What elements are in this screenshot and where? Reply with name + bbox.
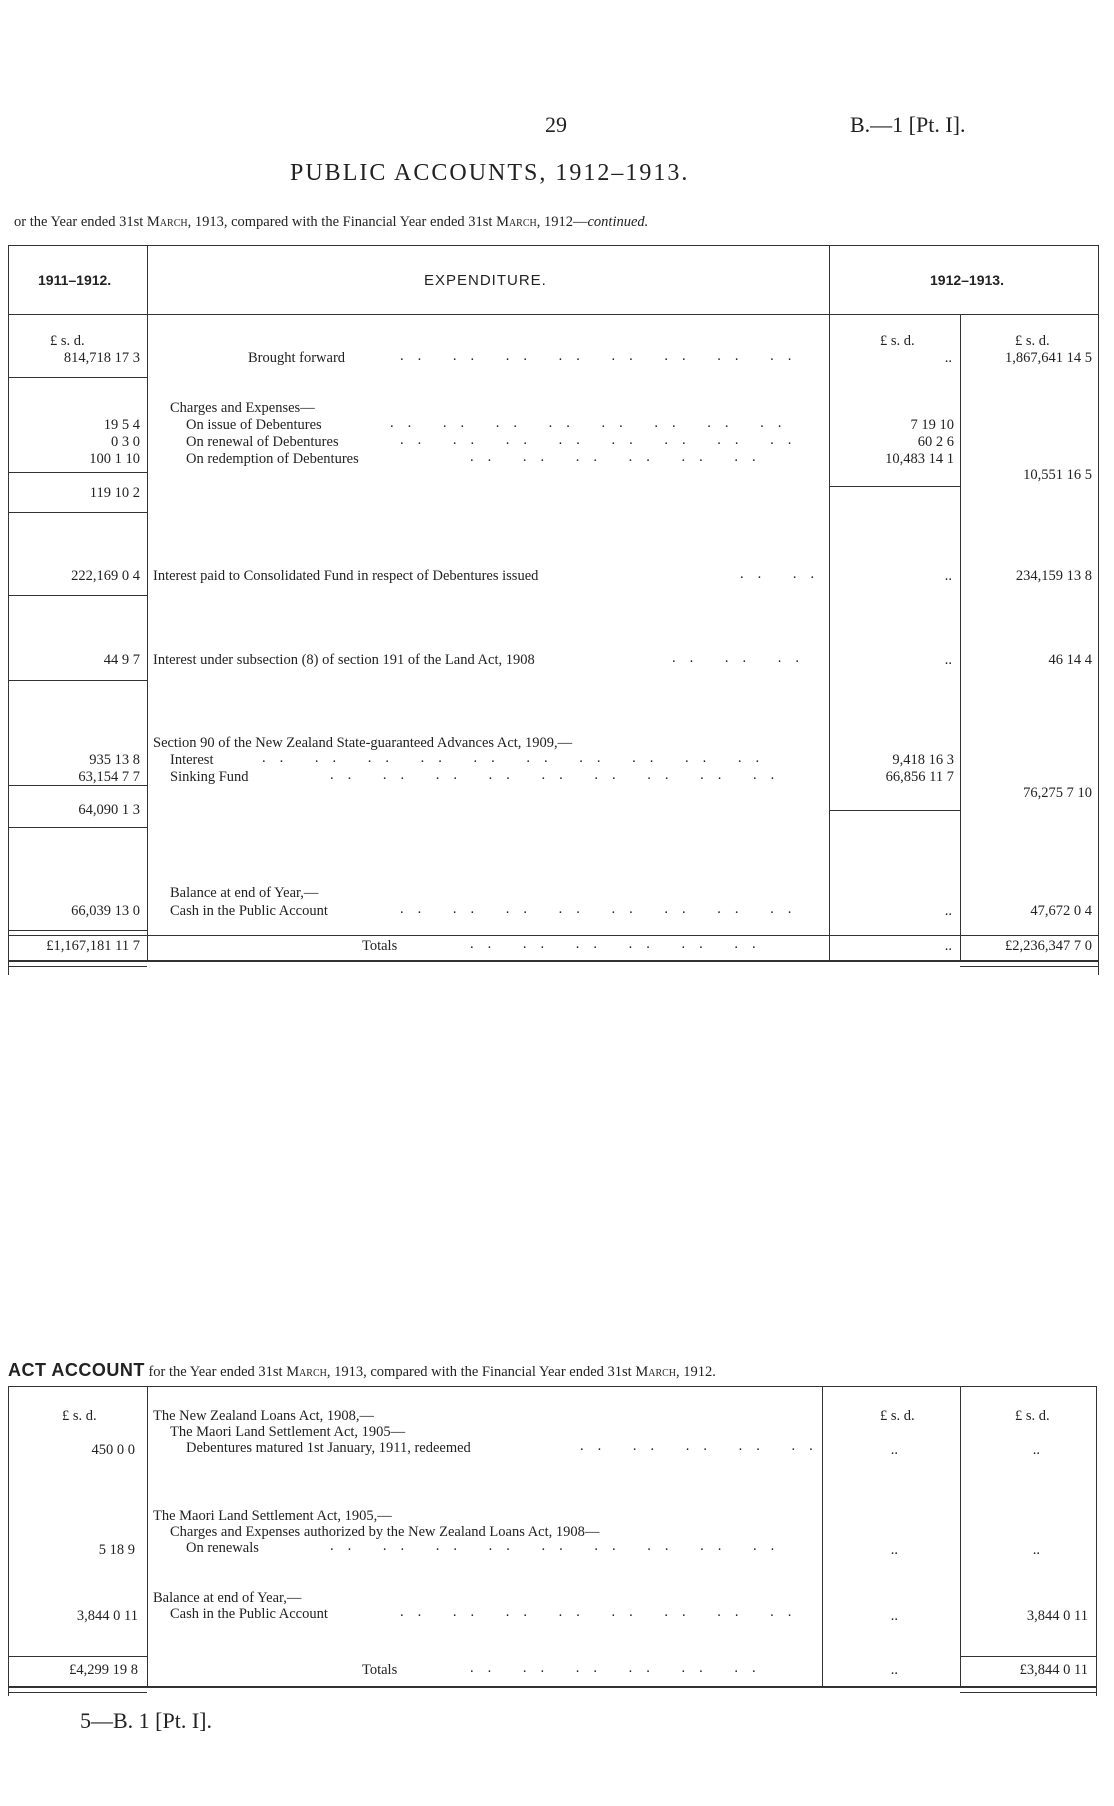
interest-land-prev: 44 9 7: [103, 652, 140, 668]
t2-maori-prev: 5 18 9: [98, 1542, 135, 1558]
section90-sinking-cur: 66,856 11 7: [885, 769, 954, 785]
charges-prev-subtotal: 119 10 2: [89, 485, 140, 501]
t2-maori-line2: Charges and Expenses authorized by the New Zealand Loans Act, 1908—: [170, 1524, 600, 1540]
leader-dots: .. .. .. .. .. ..: [470, 1660, 770, 1676]
balance-total: 47,672 0 4: [1030, 903, 1092, 919]
interest-land-mid: ..: [944, 652, 952, 668]
charges-renewal-label: On renewal of Debentures: [186, 434, 339, 450]
leader-dots: .. .. .. .. .. .. .. .. .. ..: [262, 750, 774, 766]
t2-loans-line2: The Maori Land Settlement Act, 1905—: [170, 1424, 406, 1440]
leader-dots: .. .. .. .. .. ..: [470, 936, 770, 952]
balance-heading: Balance at end of Year,—: [170, 885, 319, 901]
t2-balance-label: Cash in the Public Account: [170, 1606, 328, 1622]
charges-renewal-cur: 60 2 6: [917, 434, 954, 450]
unit-label-right: £ s. d.: [1015, 333, 1050, 349]
section90-interest-label: Interest: [170, 752, 214, 768]
interest-land-total: 46 14 4: [1048, 652, 1092, 668]
leader-dots: .. .. .. .. .. .. .. ..: [400, 1604, 806, 1620]
column-header-1911-1912: 1911–1912.: [38, 272, 112, 288]
balance-mid: ..: [944, 903, 952, 919]
leader-dots: .. .. .. .. .. .. .. .. ..: [330, 767, 789, 783]
unit-label-mid: £ s. d.: [880, 333, 915, 349]
leader-dots: .. .. ..: [672, 650, 813, 666]
interest-consolidated-prev: 222,169 0 4: [71, 568, 140, 584]
balance-prev: 66,039 13 0: [71, 903, 140, 919]
charges-renewal-prev: 0 3 0: [111, 434, 140, 450]
unit-label-left: £ s. d.: [50, 333, 85, 349]
section90-cur-total: 76,275 7 10: [1023, 785, 1092, 801]
leader-dots: .. .. .. .. .. .. .. ..: [400, 901, 806, 917]
section90-interest-prev: 935 13 8: [89, 752, 140, 768]
section90-interest-cur: 9,418 16 3: [892, 752, 954, 768]
charges-issue-cur: 7 19 10: [910, 417, 954, 433]
footer-reference: 5—B. 1 [Pt. I].: [80, 1708, 212, 1733]
charges-issue-label: On issue of Debentures: [186, 417, 322, 433]
column-header-expenditure: EXPENDITURE.: [424, 272, 547, 289]
t2-balance-total: 3,844 0 11: [1026, 1608, 1088, 1624]
t2-maori-line1: The Maori Land Settlement Act, 1905,—: [153, 1508, 392, 1524]
balance-label: Cash in the Public Account: [170, 903, 328, 919]
charges-cur-total: 10,551 16 5: [1023, 467, 1092, 483]
leader-dots: .. .. .. .. .. .. .. ..: [400, 432, 806, 448]
brought-forward-mid: ..: [944, 350, 952, 366]
totals-label: Totals: [362, 938, 398, 954]
t2-balance-mid: ..: [890, 1608, 898, 1624]
column-header-1912-1913: 1912–1913.: [930, 272, 1004, 288]
charges-issue-prev: 19 5 4: [103, 417, 140, 433]
t2-maori-total: ..: [1032, 1542, 1040, 1558]
leader-dots: .. .. .. .. .. .. .. .. ..: [330, 1538, 789, 1554]
t2-maori-mid: ..: [890, 1542, 898, 1558]
totals-prev: £1,167,181 11 7: [46, 938, 140, 954]
section2-heading: ACT ACCOUNT for the Year ended 31st March, 1913, compared with the Financial Year ended 31st March, 1912.: [8, 1360, 716, 1380]
t2-unit-mid: £ s. d.: [880, 1408, 915, 1424]
section90-prev-subtotal: 64,090 1 3: [78, 802, 140, 818]
interest-consolidated-label: Interest paid to Consolidated Fund in respect of Debentures issued: [153, 568, 539, 584]
charges-redemption-label: On redemption of Debentures: [186, 451, 359, 467]
totals-mid: ..: [944, 938, 952, 954]
totals-total: £2,236,347 7 0: [1005, 938, 1092, 954]
page-title: PUBLIC ACCOUNTS, 1912–1913.: [290, 160, 690, 186]
t2-maori-line3: On renewals: [186, 1540, 259, 1556]
section90-heading: Section 90 of the New Zealand State-guaranteed Advances Act, 1909,—: [153, 735, 573, 751]
section90-sinking-prev: 63,154 7 7: [78, 769, 140, 785]
t2-loans-line1: The New Zealand Loans Act, 1908,—: [153, 1408, 375, 1424]
t2-loans-line3: Debentures matured 1st January, 1911, redeemed: [186, 1440, 471, 1456]
t2-balance-heading: Balance at end of Year,—: [153, 1590, 302, 1606]
leader-dots: .. ..: [740, 566, 829, 582]
charges-redemption-cur: 10,483 14 1: [885, 451, 954, 467]
t2-balance-prev: 3,844 0 11: [76, 1608, 138, 1624]
t2-totals-prev: £4,299 19 8: [69, 1662, 138, 1678]
charges-heading: Charges and Expenses—: [170, 400, 315, 416]
t2-unit-right: £ s. d.: [1015, 1408, 1050, 1424]
section90-sinking-label: Sinking Fund: [170, 769, 249, 785]
t2-totals-label: Totals: [362, 1662, 398, 1678]
brought-forward-label: Brought forward: [248, 350, 346, 366]
t2-loans-total: ..: [1032, 1442, 1040, 1458]
leader-dots: .. .. .. .. .. ..: [470, 449, 770, 465]
t2-unit-left: £ s. d.: [62, 1408, 97, 1424]
t2-totals-mid: ..: [890, 1662, 898, 1678]
leader-dots: .. .. .. .. .. .. .. ..: [400, 348, 806, 364]
brought-forward-total: 1,867,641 14 5: [1005, 350, 1092, 366]
interest-consolidated-total: 234,159 13 8: [1015, 568, 1092, 584]
t2-loans-mid: ..: [890, 1442, 898, 1458]
leader-dots: .. .. .. .. .. .. .. ..: [390, 415, 796, 431]
leader-dots: .. .. .. .. ..: [580, 1438, 827, 1454]
page-subtitle: or the Year ended 31st March, 1913, compared with the Financial Year ended 31st March, 1912—continued.: [14, 214, 649, 230]
t2-totals-total: £3,844 0 11: [1019, 1662, 1088, 1678]
brought-forward-prev: 814,718 17 3: [63, 350, 140, 366]
document-reference: B.—1 [Pt. I].: [850, 112, 966, 137]
page-number: 29: [545, 112, 567, 137]
interest-land-label: Interest under subsection (8) of section 191 of the Land Act, 1908: [153, 652, 535, 668]
interest-consolidated-mid: ..: [944, 568, 952, 584]
t2-loans-prev: 450 0 0: [91, 1442, 135, 1458]
charges-redemption-prev: 100 1 10: [89, 451, 140, 467]
